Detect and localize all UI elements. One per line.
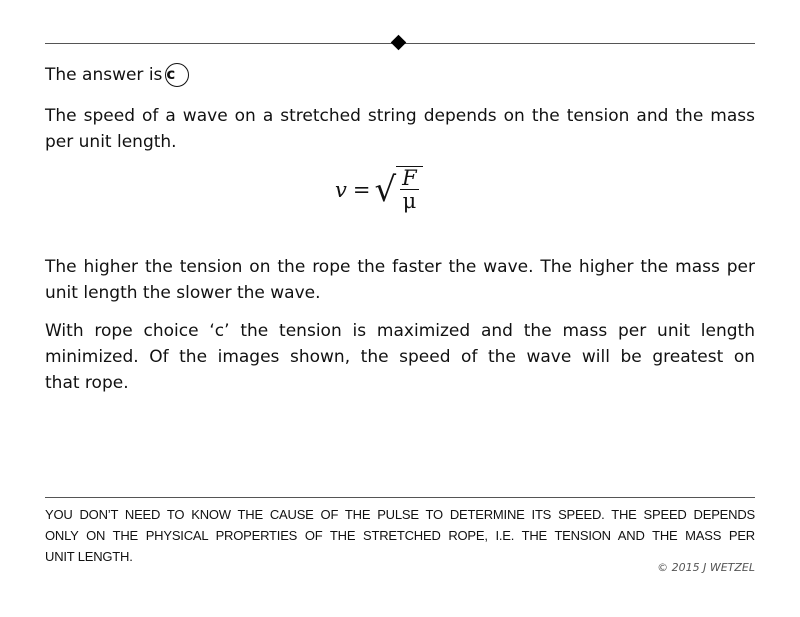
- text-line: per unit length.: [45, 132, 177, 152]
- text-line: that rope.: [45, 373, 129, 393]
- radical-sign-icon: √: [374, 170, 397, 210]
- denominator: μ: [402, 189, 417, 213]
- text-line: minimized. Of the images shown, the speed of the wave will be greatest on: [45, 347, 755, 367]
- paragraph-tension-mass: [45, 254, 755, 306]
- copyright: © 2015 J WETZEL: [657, 561, 755, 574]
- text-line: unit length the slower the wave.: [45, 283, 321, 303]
- wave-speed-formula: [335, 168, 423, 212]
- footer-line: UNIT LENGTH.: [45, 549, 133, 564]
- paragraph-wave-speed: [45, 103, 755, 155]
- paragraph-rope-choice: [45, 318, 755, 396]
- text-line: With rope choice ‘c’ the tension is maximized and the mass per unit length: [45, 321, 755, 341]
- footer-divider: [45, 497, 755, 498]
- numerator: F: [402, 166, 417, 190]
- footer-line: ONLY ON THE PHYSICAL PROPERTIES OF THE STRETCHED ROPE, I.E. THE TENSION AND THE MASS PER: [45, 528, 755, 543]
- text-line: The higher the tension on the rope the faster the wave. The higher the mass per: [45, 257, 755, 277]
- footer-line: YOU DON’T NEED TO KNOW THE CAUSE OF THE PULSE TO DETERMINE ITS SPEED. THE SPEED DEPENDS: [45, 507, 755, 522]
- answer-prefix: The answer is: [45, 65, 163, 85]
- answer-line: [45, 62, 755, 88]
- fraction: [396, 166, 423, 212]
- formula-lhs: v: [335, 178, 347, 202]
- diamond-ornament-icon: [391, 35, 407, 51]
- footer-note: [45, 504, 755, 567]
- text-line: The speed of a wave on a stretched string depends on the tension and the mass: [45, 106, 755, 126]
- answer-letter-circled: c: [165, 63, 189, 87]
- formula-equals: =: [352, 178, 371, 202]
